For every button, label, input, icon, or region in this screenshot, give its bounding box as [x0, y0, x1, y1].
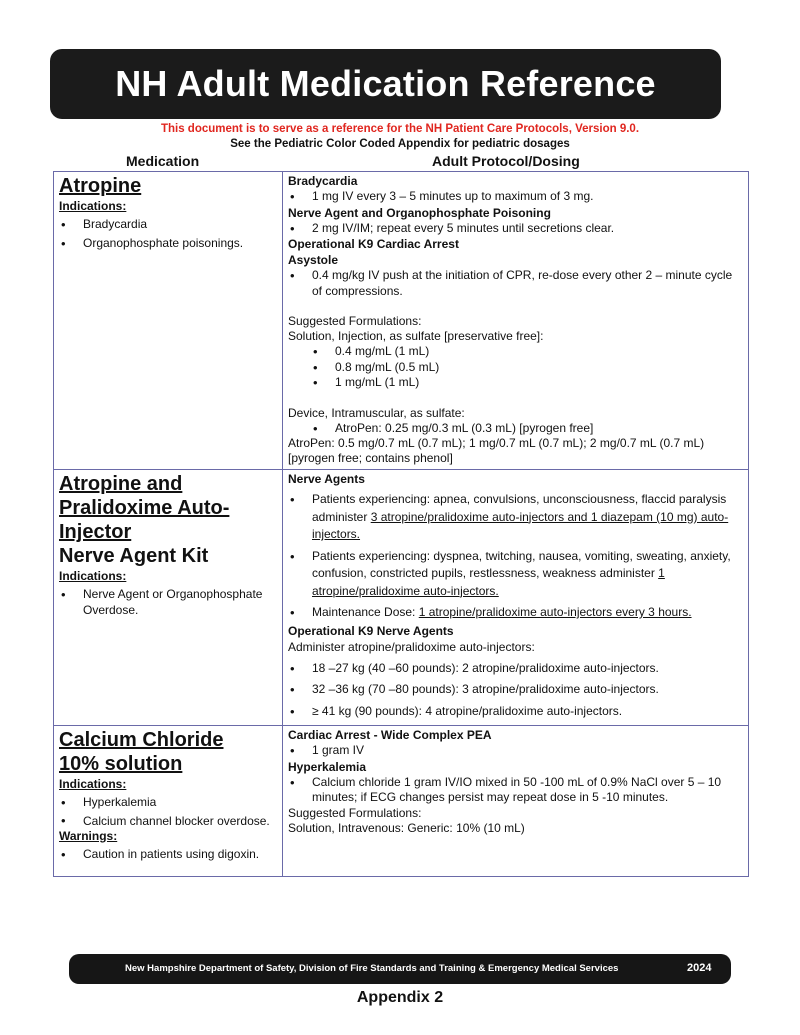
indications-label: Indications:: [59, 199, 127, 213]
formulation-text: Device, Intramuscular, as sulfate:: [288, 405, 465, 420]
reference-note: This document is to serve as a reference for the NH Patient Care Protocols, Version 9.0.: [160, 123, 640, 135]
medication-name: Atropine: [59, 175, 142, 197]
title-banner: [50, 49, 721, 119]
indications-list: [59, 795, 278, 828]
list-item: • 1 mg IV every 3 – 5 minutes up to maximum of 3 mg.: [288, 189, 744, 205]
footer-text: New Hampshire Department of Safety, Division of Fire Standards and Training & Emergency Medical Services: [125, 963, 619, 974]
list-item: • 0.4 mg/mL (1 mL): [311, 344, 744, 360]
table-row-pralidoxime: [54, 470, 749, 726]
list-item: • 1 mg/mL (1 mL): [311, 375, 744, 391]
table-row-atropine: [54, 172, 749, 470]
list-item: • 2 mg IV/IM; repeat every 5 minutes until secretions clear.: [288, 221, 744, 237]
medication-name: Nerve Agent Kit: [59, 545, 209, 567]
list-item: • Bradycardia: [59, 217, 278, 233]
list-item: • Calcium channel blocker overdose.: [59, 814, 278, 828]
medication-cell: [54, 172, 283, 470]
formulation-list: [288, 421, 744, 437]
list-item: • Patients experiencing: apnea, convulsions, unconsciousness, flaccid paralysis administer 3 atropine/pralidoxime auto-injectors and 1 diazepam (10 mg) auto-injectors.: [288, 491, 744, 544]
pediatric-note: See the Pediatric Color Coded Appendix for pediatric dosages: [230, 138, 570, 150]
medication-cell: [54, 726, 283, 877]
formulations-label: Suggested Formulations:: [288, 314, 422, 328]
dosing-cell: [283, 726, 749, 877]
list-item: • 0.4 mg/kg IV push at the initiation of CPR, re-dose every other 2 – minute cycle of compressions.: [288, 268, 744, 299]
section-heading: Nerve Agent and Organophosphate Poisoning: [288, 205, 551, 220]
dose-list: [288, 221, 744, 237]
list-item: • Patients experiencing: dyspnea, twitching, nausea, vomiting, sweating, anxiety, confusion, constricted pupils, restlessness, weakness administer 1 atropine/pralidoxime auto-injectors.: [288, 548, 744, 601]
list-item: • 18 –27 kg (40 –60 pounds): 2 atropine/pralidoxime auto-injectors.: [288, 660, 744, 678]
dose-list: [288, 189, 744, 205]
medication-name: Calcium Chloride: [59, 729, 224, 751]
medication-table: [53, 171, 749, 877]
section-heading: Bradycardia: [288, 174, 358, 188]
indications-label: Indications:: [59, 777, 127, 791]
list-item: • Caution in patients using digoxin.: [59, 847, 278, 863]
table-row-calcium-chloride: [54, 726, 749, 877]
section-heading: Hyperkalemia: [288, 759, 367, 774]
formulation-text: AtroPen: 0.5 mg/0.7 mL (0.7 mL); 1 mg/0.7 mL (0.7 mL); 2 mg/0.7 mL (0.7 mL) [pyrogen free; contains phenol]: [288, 436, 705, 465]
formulation-text: Solution, Intravenous: Generic: 10% (10 mL): [288, 820, 525, 835]
list-item: • Nerve Agent or Organophosphate Overdose.: [59, 587, 278, 618]
dosing-cell: [283, 470, 749, 726]
indications-label: Indications:: [59, 569, 127, 583]
medication-name: Pralidoxime Auto-: [59, 497, 230, 519]
medication-name: Atropine and: [59, 473, 183, 495]
warnings-label: Warnings:: [59, 828, 118, 843]
dose-list: [288, 743, 744, 759]
list-item: • Organophosphate poisonings.: [59, 236, 278, 252]
column-header-dosing: Adult Protocol/Dosing: [432, 153, 580, 169]
column-header-medication: Medication: [126, 153, 200, 169]
list-item: • ≥ 41 kg (90 pounds): 4 atropine/pralidoxime auto-injectors.: [288, 703, 744, 721]
page-title: NH Adult Medication Reference: [115, 63, 656, 104]
list-item: • Calcium chloride 1 gram IV/IO mixed in 50 -100 mL of 0.9% NaCl over 5 – 10 minutes; if ECG changes persist may repeat dose in 5 -10 minutes.: [288, 775, 744, 806]
dose-list: [288, 660, 744, 721]
section-heading: Cardiac Arrest - Wide Complex PEA: [288, 728, 492, 742]
section-heading: Operational K9 Nerve Agents: [288, 623, 454, 638]
medication-cell: [54, 470, 283, 726]
formulations-label: Suggested Formulations:: [288, 805, 422, 820]
warnings-list: [59, 847, 278, 863]
appendix-label: Appendix 2: [356, 989, 444, 1006]
list-item: • 32 –36 kg (70 –80 pounds): 3 atropine/pralidoxime auto-injectors.: [288, 681, 744, 699]
list-item: • Hyperkalemia: [59, 795, 278, 811]
footer-year: 2024: [687, 962, 712, 974]
list-item: • Maintenance Dose: 1 atropine/pralidoxime auto-injectors every 3 hours.: [288, 604, 744, 622]
dose-list: [288, 775, 744, 806]
formulation-list: [288, 344, 744, 391]
footer-bar: [69, 954, 731, 984]
medication-name: Injector: [59, 521, 132, 543]
formulation-text: Solution, Injection, as sulfate [preservative free]:: [288, 329, 544, 343]
dose-list: [288, 491, 744, 622]
medication-name: 10% solution: [59, 753, 183, 775]
indications-list: [59, 217, 278, 251]
section-heading: Asystole: [288, 253, 339, 267]
dose-text: Administer atropine/pralidoxime auto-injectors:: [288, 639, 535, 654]
indications-list: [59, 587, 278, 618]
section-heading: Nerve Agents: [288, 472, 365, 486]
section-heading: Operational K9 Cardiac Arrest: [288, 237, 459, 251]
list-item: • 1 gram IV: [288, 743, 744, 759]
list-item: • 0.8 mg/mL (0.5 mL): [311, 360, 744, 376]
list-item: • AtroPen: 0.25 mg/0.3 mL (0.3 mL) [pyrogen free]: [311, 421, 744, 437]
dose-list: [288, 268, 744, 299]
dosing-cell: [283, 172, 749, 470]
